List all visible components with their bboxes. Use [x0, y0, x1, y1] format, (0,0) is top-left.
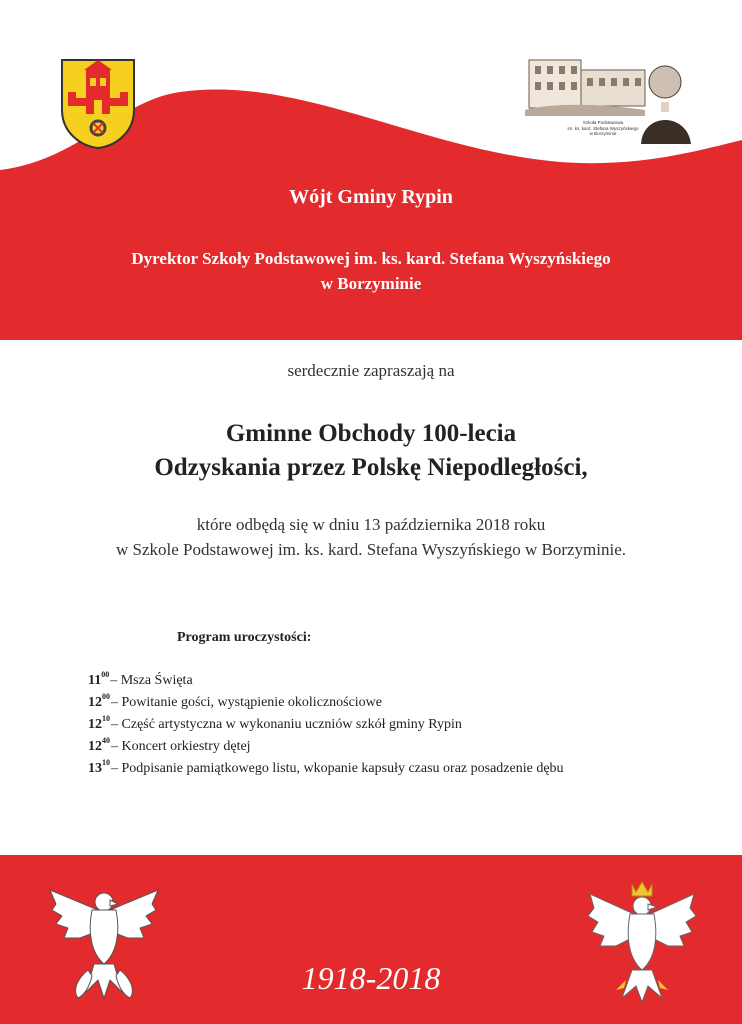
program-item [88, 730, 564, 752]
program-minutes: 00 [102, 692, 110, 701]
program-item [88, 664, 564, 686]
program-text: – Koncert orkiestry dętej [111, 739, 251, 754]
organizer-director-line: w Borzyminie [320, 273, 422, 293]
program-heading: Program uroczystości: [177, 630, 312, 645]
rypin-coat-of-arms-icon [60, 58, 136, 150]
event-details-line: w Szkole Podstawowej im. ks. kard. Stefana Wyszyńskiego w Borzyminie. [116, 539, 626, 559]
program-item [88, 686, 564, 708]
program-item [88, 708, 564, 730]
program-text: – Podpisanie pamiątkowego listu, wkopanie kapsuły czasu oraz posadzenie dębu [111, 761, 564, 776]
event-details-line: które odbędą się w dniu 13 października 2018 roku [196, 515, 546, 534]
organizer-director-line: Dyrektor Szkoły Podstawowej im. ks. kard. Stefana Wyszyńskiego [131, 249, 611, 268]
school-building-logo [525, 52, 695, 154]
school-logo-caption [548, 120, 658, 137]
program-list [88, 664, 564, 774]
invitation-intro: serdecznie zapraszają na [287, 361, 455, 380]
program-minutes: 10 [102, 758, 110, 767]
program-item [88, 752, 564, 774]
anniversary-years: 1918-2018 [301, 960, 441, 996]
school-logo-caption-line: im. ks. kard. Stefana Wyszyńskiego [567, 125, 639, 131]
event-title [0, 417, 742, 485]
program-text: – Część artystyczna w wykonaniu uczniów szkół gminy Rypin [111, 717, 462, 732]
program-hour: 13 [88, 761, 102, 776]
organizer-wojt: Wójt Gminy Rypin [289, 186, 453, 208]
school-logo-caption-line: Szkoła Podstawowa [582, 120, 624, 125]
program-minutes: 00 [101, 670, 110, 679]
event-details [0, 513, 742, 562]
program-text: – Msza Święta [110, 673, 193, 688]
event-title-line: Odzyskania przez Polskę Niepodległości, [154, 453, 588, 481]
school-logo-caption-line: w Borzyminie [589, 131, 617, 137]
event-title-line: Gminne Obchody 100-lecia [225, 420, 517, 447]
organizer-director [0, 247, 742, 296]
program-minutes: 40 [102, 736, 110, 745]
program-text: – Powitanie gości, wystąpienie okolicznościowe [111, 695, 382, 710]
program-hour: 12 [88, 717, 102, 732]
program-hour: 12 [88, 739, 102, 754]
program-hour: 12 [88, 695, 102, 710]
program-hour: 11 [88, 673, 102, 688]
program-minutes: 10 [102, 714, 110, 723]
